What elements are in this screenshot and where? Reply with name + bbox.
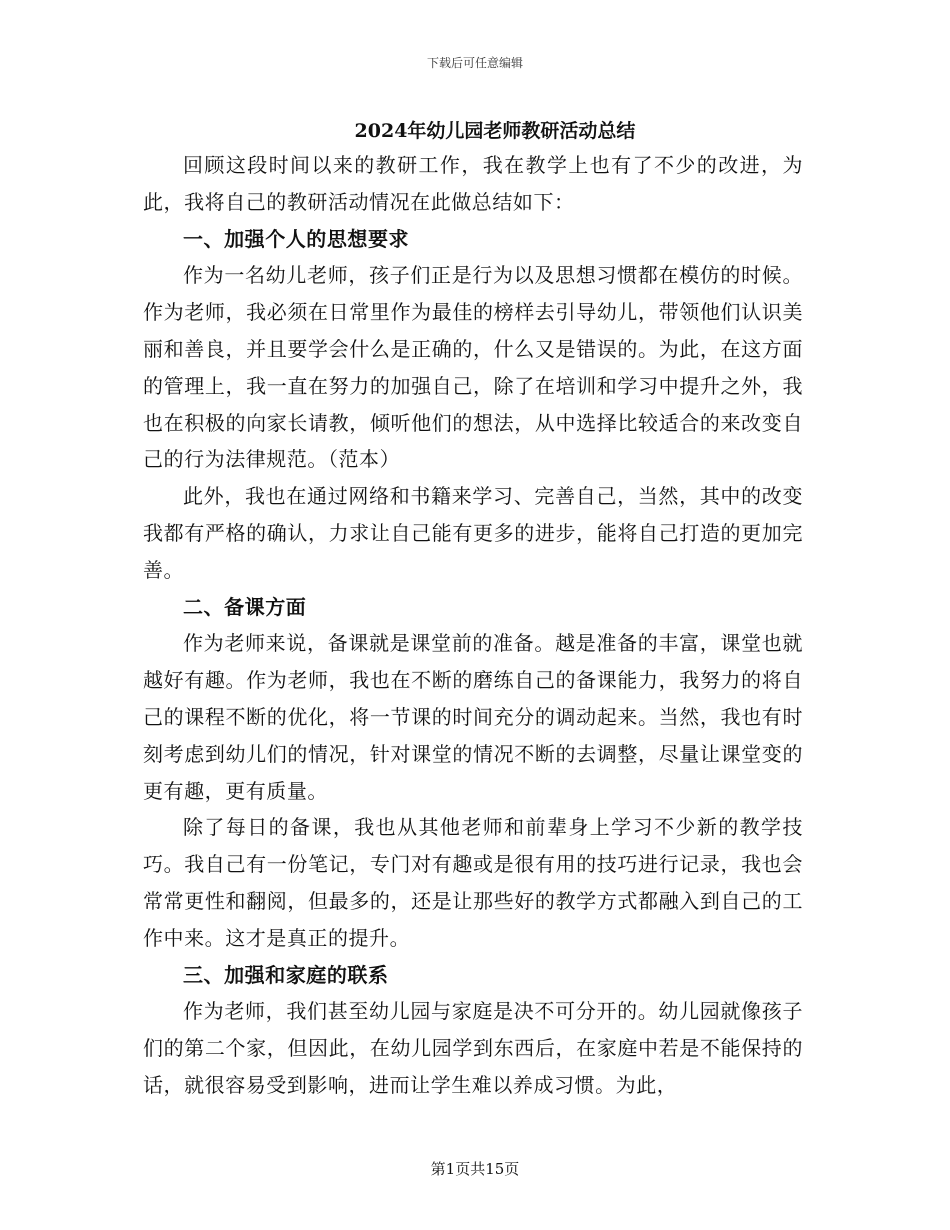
document-body — [143, 147, 803, 1104]
document-title: 2024年幼儿园老师教研活动总结 — [354, 120, 636, 142]
section-2-paragraph-1: 作为老师来说，备课就是课堂前的准备。越是准备的丰富，课堂也就越好有趣。作为老师，我也在不断的磨练自己的备课能力，我努力的将自己的课程不断的优化，将一节课的时间充分的调动起来。当然，我也有时刻考虑到幼儿们的情况，针对课堂的情况不断的去调整，尽量让课堂变的更有趣，更有质量。 — [143, 631, 803, 803]
intro-paragraph: 回顾这段时间以来的教研工作，我在教学上也有了不少的改进，为此，我将自己的教研活动情况在此做总结如下： — [143, 153, 803, 214]
section-1-paragraph-2: 此外，我也在通过网络和书籍来学习、完善自己，当然，其中的改变我都有严格的确认，力求让自己能有更多的进步，能将自己打造的更加完善。 — [143, 484, 803, 582]
section-heading-3: 三、加强和家庭的联系 — [183, 962, 389, 987]
section-2-paragraph-2: 除了每日的备课，我也从其他老师和前辈身上学习不少新的教学技巧。我自己有一份笔记，专门对有趣或是很有用的技巧进行记录，我也会常常更性和翻阅，但最多的，还是让那些好的教学方式都融入到自己的工作中来。这才是真正的提升。 — [143, 815, 803, 950]
section-heading-1: 一、加强个人的思想要求 — [183, 226, 410, 251]
page-footer: 第1页共15页 — [430, 1160, 520, 1178]
header-note: 下载后可任意编辑 — [426, 56, 523, 70]
section-3-paragraph-1: 作为老师，我们甚至幼儿园与家庭是决不可分开的。幼儿园就像孩子们的第二个家，但因此，在幼儿园学到东西后，在家庭中若是不能保持的话，就很容易受到影响，进而让学生难以养成习惯。为此， — [143, 999, 803, 1097]
section-1-paragraph-1: 作为一名幼儿老师，孩子们正是行为以及思想习惯都在模仿的时候。作为老师，我必须在日常里作为最佳的榜样去引导幼儿，带领他们认识美丽和善良，并且要学会什么是正确的，什么又是错误的。为此，在这方面的管理上，我一直在努力的加强自己，除了在培训和学习中提升之外，我也在积极的向家长请教，倾听他们的想法，从中选择比较适合的来改变自己的行为法律规范。（范本） — [143, 263, 803, 472]
section-heading-2: 二、备课方面 — [183, 594, 307, 619]
